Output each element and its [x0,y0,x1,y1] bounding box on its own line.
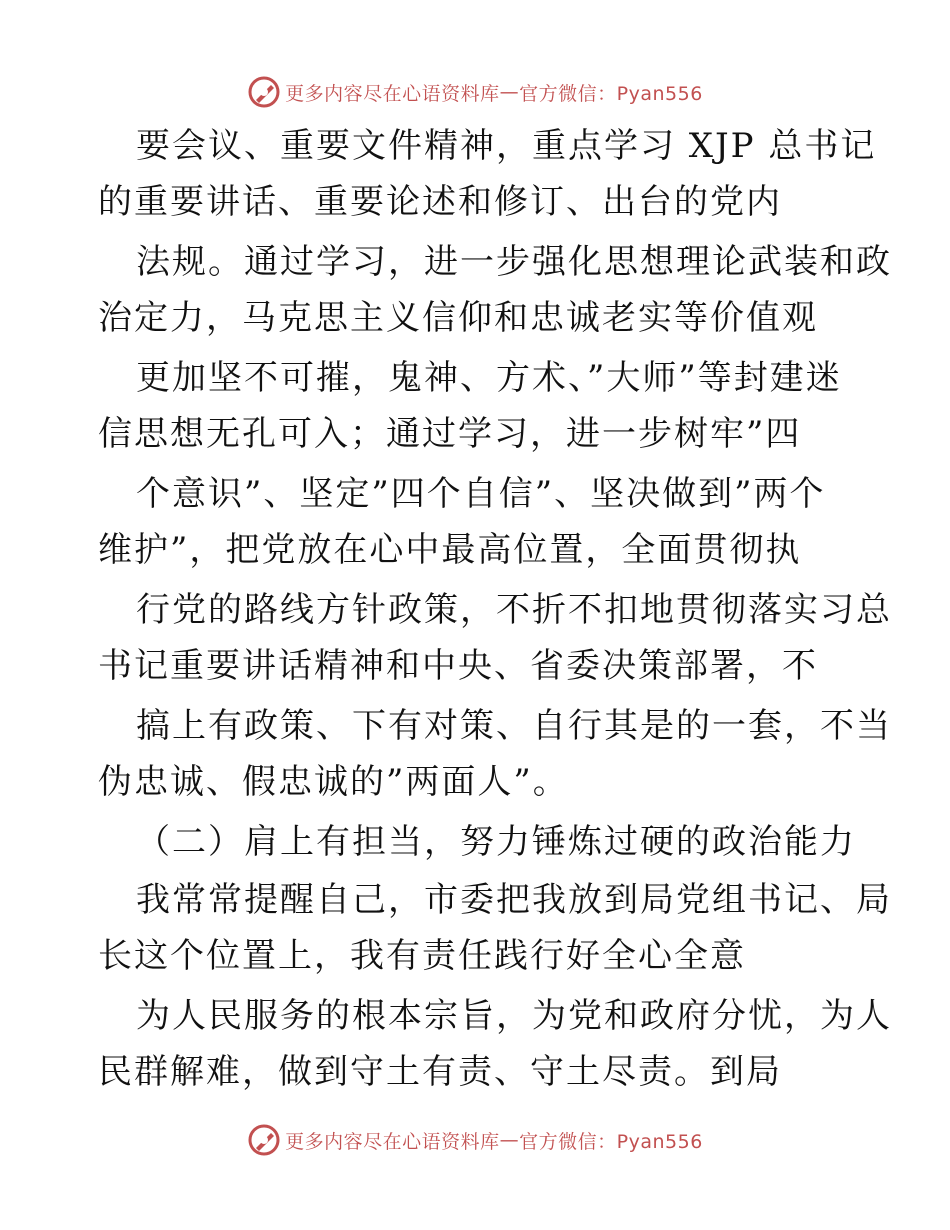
body-line: 维护”，把党放在心中最高位置，全面贯彻执 [98,530,802,570]
body-line: 民群解难，做到守土有责、守土尽责。到局 [98,1052,782,1092]
body-line: 治定力，马克思主义信仰和忠诚老实等价值观 [98,298,818,338]
footer-banner [0,1120,950,1160]
body-line: 伪忠诚、假忠诚的”两面人”。 [98,762,569,802]
pen-logo-icon [247,1123,281,1157]
body-line: 法规。通过学习，进一步强化思想理论武装和政 [136,242,892,282]
body-line: 书记重要讲话精神和中央、省委决策部署，不 [98,646,818,686]
footer-site-text: 更多内容尽在心语资料库 [285,1130,500,1153]
body-line: 要会议、重要文件精神，重点学习 XJP 总书记 [136,126,877,166]
pen-logo-icon [247,75,281,109]
header-banner [0,72,950,112]
header-dash: — [499,81,520,103]
body-line: 信思想无孔可入；通过学习，进一步树牢”四 [98,414,802,454]
section-heading: （二）肩上有担当，努力锤炼过硬的政治能力 [136,822,856,862]
body-line: 个意识”、坚定”四个自信”、坚决做到”两个 [136,474,826,514]
body-line: 搞上有政策、下有对策、自行其是的一套，不当 [136,706,892,746]
body-line: 行党的路线方针政策，不折不扣地贯彻落实习总 [136,590,892,630]
body-line: 的重要讲话、重要论述和修订、出台的党内 [98,182,782,222]
header-wechat-text: 官方微信：Pyan556 [519,82,703,105]
body-line: 我常常提醒自己，市委把我放到局党组书记、局 [136,880,892,920]
footer-wechat-text: 官方微信：Pyan556 [519,1130,703,1153]
body-line: 长这个位置上，我有责任践行好全心全意 [98,936,746,976]
body-line: 更加坚不可摧，鬼神、方术、”大师”等封建迷 [136,358,842,398]
header-site-text: 更多内容尽在心语资料库 [285,82,500,105]
footer-dash: — [499,1129,520,1151]
body-line: 为人民服务的根本宗旨，为党和政府分忧，为人 [136,996,892,1036]
